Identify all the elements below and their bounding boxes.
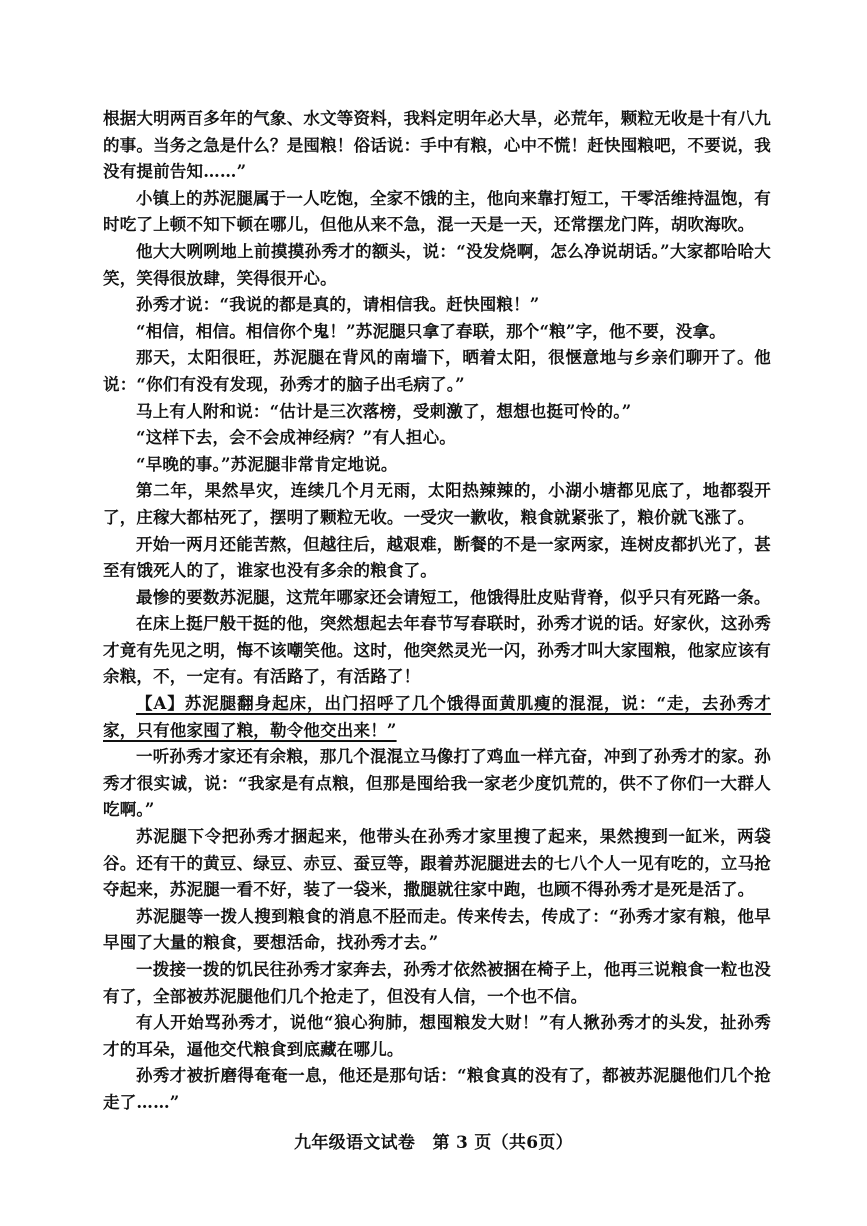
text-paragraph-4: 孙秀才说：“我说的都是真的，请相信我。赶快囤粮！” <box>136 295 540 315</box>
text-paragraph-17: 苏泥腿等一拨人搜到粮食的消息不胫而走。传来传去，传成了：“孙秀才家有粮，他早早囤了大量的粮食，要想活命，找孙秀才去。” <box>103 906 771 953</box>
text-paragraph-15: 一听孙秀才家还有余粮，那几个混混立马像打了鸡血一样亢奋，冲到了孙秀才的家。孙秀才很实诚，说：“我家是有点粮，但那是囤给我一家老少度饥荒的，供不了你们一大群人吃啊。” <box>103 747 771 820</box>
text-paragraph-2: 小镇上的苏泥腿属于一人吃饱，全家不饿的主，他向来靠打短工，干零活维持温饱，有时吃了上顿不知下顿在哪儿，但他从来不急，混一天是一天，还常摆龙门阵，胡吹海吹。 <box>103 188 771 235</box>
text-paragraph-7: 马上有人附和说：“估计是三次落榜，受刺激了，想想也挺可怜的。” <box>136 401 632 421</box>
text-paragraph-13: 在床上挺尸般干挺的他，突然想起去年春节写春联时，孙秀才说的话。好家伙，这孙秀才竟有先见之明，悔不该嘲笑他。这时，他突然灵光一闪，孙秀才叫大家囤粮，他家应该有余粮，不，一定有。有活路了，有活路了！ <box>103 614 771 687</box>
text-paragraph-12: 最惨的要数苏泥腿，这荒年哪家还会请短工，他饿得肚皮贴背脊，似乎只有死路一条。 <box>136 587 771 607</box>
text-paragraph-1: 根据大明两百多年的气象、水文等资料，我料定明年必大旱，必荒年，颗粒无收是十有八九的事。当务之急是什么？是囤粮！俗话说：手中有粮，心中不慌！赶快囤粮吧，不要说，我没有提前告知……” <box>103 109 771 182</box>
text-paragraph-19: 有人开始骂孙秀才，说他“狼心狗肺，想囤粮发大财！”有人揪孙秀才的头发，扯孙秀才的耳朵，逼他交代粮食到底藏在哪儿。 <box>103 1013 771 1059</box>
text-paragraph-3: 他大大咧咧地上前摸摸孙秀才的额头，说：“没发烧啊，怎么净说胡话。”大家都哈哈大笑，笑得很放肆，笑得很开心。 <box>103 241 771 288</box>
text-paragraph-20: 孙秀才被折磨得奄奄一息，他还是那句话：“粮食真的没有了，都被苏泥腿他们几个抢走了……” <box>103 1066 771 1112</box>
text-paragraph-11: 开始一两月还能苦熬，但越往后，越艰难，断餐的不是一家两家，连树皮都扒光了，甚至有饿死人的了，谁家也没有多余的粮食了。 <box>103 534 771 581</box>
text-paragraph-16: 苏泥腿下令把孙秀才捆起来，他带头在孙秀才家里搜了起来，果然搜到一缸米，两袋谷。还有干的黄豆、绿豆、赤豆、蚕豆等，跟着苏泥腿进去的七八个人一见有吃的，立马抢夺起来，苏泥腿一看不好，装了一袋米，撒腿就往家中跑，也顾不得孙秀才是死是活了。 <box>103 827 771 900</box>
text-paragraph-18: 一拨接一拨的饥民往孙秀才家奔去，孙秀才依然被捆在椅子上，他再三说粮食一粒也没有了，全部被苏泥腿他们几个抢走了，但没有人信，一个也不信。 <box>103 960 771 1006</box>
text-paragraph-5: “相信，相信。相信你个鬼！”苏泥腿只拿了春联，那个“粮”字，他不要，没拿。 <box>136 321 726 341</box>
exam-page-body <box>103 106 771 1117</box>
text-paragraph-10: 第二年，果然旱灾，连续几个月无雨，太阳热辣辣的，小湖小塘都见底了，地都裂开了，庄稼大都枯死了，摆明了颗粒无收。一受灾一歉收，粮食就紧张了，粮价就飞涨了。 <box>103 481 771 527</box>
text-paragraph-6: 那天，太阳很旺，苏泥腿在背风的南墙下，晒着太阳，很惬意地与乡亲们聊开了。他说：“你们有没有发现，孙秀才的脑子出毛病了。” <box>103 348 771 394</box>
text-paragraph-9: “早晚的事。”苏泥腿非常肯定地说。 <box>136 454 398 474</box>
text-paragraph-8: “这样下去，会不会成神经病？”有人担心。 <box>136 428 456 448</box>
page-footer: 九年级语文试卷 第 3 页（共6页） <box>294 1133 573 1153</box>
marked-sentence-a: 【A】苏泥腿翻身起床，出门招呼了几个饿得面黄肌瘦的混混，说：“走，去孙秀才家，只有他家囤了粮，勒令他交出来！” <box>103 694 771 740</box>
